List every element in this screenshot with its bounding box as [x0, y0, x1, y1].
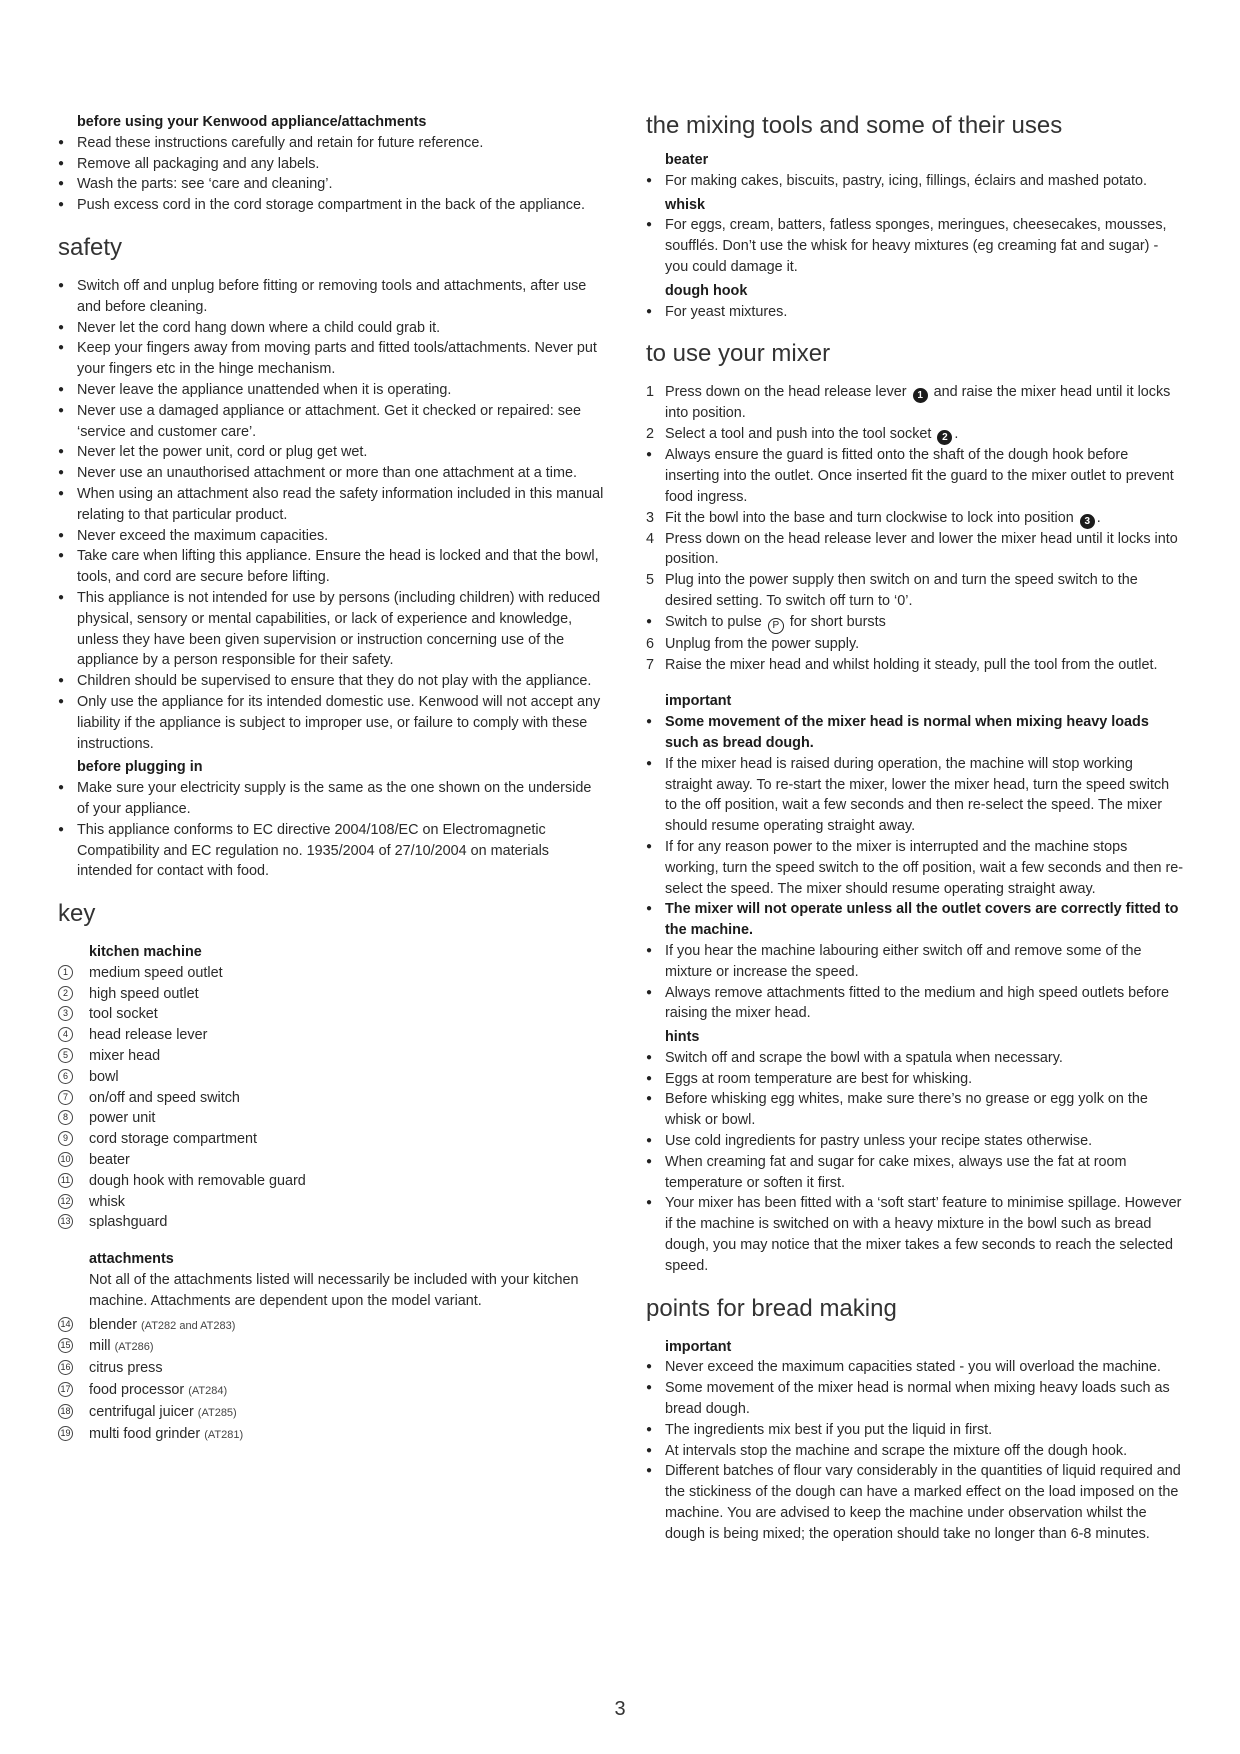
key-item — [58, 1108, 604, 1129]
step-2 — [646, 424, 1184, 445]
key-item — [58, 963, 604, 984]
key-number: 14 — [58, 1317, 73, 1332]
dough-hook-list — [646, 302, 1184, 323]
attachment-item — [58, 1424, 604, 1446]
list-item: ● If you hear the machine labouring either switch off and remove some of the mixture or increase the speed. — [646, 941, 1184, 983]
key-label: dough hook with removable guard — [89, 1172, 306, 1189]
guard-note — [646, 445, 1184, 507]
list-item: ● Remove all packaging and any labels. — [58, 154, 604, 175]
list-item: ● Use cold ingredients for pastry unless your recipe states otherwise. — [646, 1131, 1184, 1152]
key-item — [58, 984, 604, 1005]
list-item: ● Always remove attachments fitted to the medium and high speed outlets before raising the mixer head. — [646, 983, 1184, 1025]
list-item: ● When using an attachment also read the safety information included in this manual relating to that particular product. — [58, 484, 604, 526]
hints-list — [646, 1048, 1184, 1277]
key-label: on/off and speed switch — [89, 1089, 240, 1106]
key-label: whisk — [89, 1193, 125, 1210]
list-item: ● The mixer will not operate unless all the outlet covers are correctly fitted to the machine. — [646, 899, 1184, 941]
key-label: splashguard — [89, 1214, 168, 1231]
step-text: Raise the mixer head and whilst holding it steady, pull the tool from the outlet. — [665, 656, 1158, 673]
list-item: ● Some movement of the mixer head is normal when mixing heavy loads such as bread dough. — [646, 1378, 1184, 1420]
key-number: 4 — [58, 1027, 73, 1042]
key-list — [58, 963, 604, 1233]
list-item: ● Your mixer has been fitted with a ‘soft start’ feature to minimise spillage. However if the machine is switched on with a heavy mixture in the bowl such as bread dough, you may notice that the mixer takes a few seconds to reach the selected speed. — [646, 1193, 1184, 1276]
use-mixer-steps — [646, 382, 1184, 445]
key-item — [58, 1212, 604, 1233]
list-item: ● Switch off and scrape the bowl with a spatula when necessary. — [646, 1048, 1184, 1069]
list-item: ● For making cakes, biscuits, pastry, icing, fillings, éclairs and mashed potato. — [646, 171, 1184, 192]
attachments-heading: attachments — [89, 1251, 174, 1268]
list-item: ● Never use an unauthorised attachment or more than one attachment at a time. — [58, 463, 604, 484]
step-number: 5 — [646, 572, 655, 589]
beater-heading: beater — [665, 152, 709, 168]
step-6 — [646, 634, 1184, 655]
key-number: 18 — [58, 1404, 73, 1419]
key-number: 8 — [58, 1110, 73, 1125]
list-item: ● For eggs, cream, batters, fatless sponges, meringues, cheesecakes, mousses, soufflés. Don’t use the whisk for heavy mixtures (eg creaming fat and sugar) - you could damage it. — [646, 215, 1184, 277]
list-item: ● Push excess cord in the cord storage compartment in the back of the appliance. — [58, 195, 604, 216]
list-item: ● If for any reason power to the mixer is interrupted and the machine stops working, turn the speed switch to the off position, wait a few seconds and then re-select the speed. The mixer should resume operating straight away. — [646, 837, 1184, 899]
list-item — [646, 612, 1184, 634]
key-label: bowl — [89, 1068, 119, 1085]
use-mixer-steps-cont — [646, 508, 1184, 612]
list-item: ● Never exceed the maximum capacities stated - you will overload the machine. — [646, 1357, 1184, 1378]
before-using-heading: before using your Kenwood appliance/attachments — [77, 114, 427, 130]
list-item: ● Never let the cord hang down where a child could grab it. — [58, 318, 604, 339]
key-label: cord storage compartment — [89, 1131, 257, 1148]
step-text: Press down on the head release lever and lower the mixer head until it locks into position. — [665, 530, 1178, 568]
key-label: tool socket — [89, 1006, 158, 1023]
step-1 — [646, 382, 1184, 424]
whisk-heading: whisk — [665, 196, 705, 213]
attachment-item — [58, 1336, 604, 1358]
list-item: ● Wash the parts: see ‘care and cleaning’. — [58, 174, 604, 195]
key-number: 13 — [58, 1214, 73, 1229]
list-item: ● Before whisking egg whites, make sure there’s no grease or egg yolk on the whisk or bowl. — [646, 1089, 1184, 1131]
attachment-item — [58, 1358, 604, 1380]
key-number: 12 — [58, 1194, 73, 1209]
key-number: 15 — [58, 1338, 73, 1353]
list-item: ● Take care when lifting this appliance. Ensure the head is locked and that the bowl, tools, and cord are secure before lifting. — [58, 546, 604, 588]
step-text: Unplug from the power supply. — [665, 635, 860, 652]
attachment-model: (AT285) — [197, 1406, 237, 1419]
beater-list — [646, 171, 1184, 192]
before-plugging-list — [58, 778, 604, 882]
attachment-model: (AT282 and AT283) — [141, 1319, 236, 1332]
pulse-text: for short bursts — [789, 613, 886, 630]
key-number: 9 — [58, 1131, 73, 1146]
key-item — [58, 1088, 604, 1109]
key-item — [58, 1004, 604, 1025]
key-label: head release lever — [89, 1027, 208, 1044]
step-7 — [646, 655, 1184, 676]
callout-badge: 1 — [913, 388, 928, 403]
step-text: . — [954, 426, 959, 443]
mixing-tools-title: the mixing tools and some of their uses — [646, 112, 1063, 139]
key-item — [58, 1171, 604, 1192]
whisk-list — [646, 215, 1184, 277]
important-list — [646, 712, 1184, 1024]
key-label: mixer head — [89, 1048, 161, 1065]
pulse-note — [646, 612, 1184, 634]
step-5 — [646, 570, 1184, 612]
list-item: ● Different batches of flour vary considerably in the quantities of liquid required and the stickiness of the dough can have a marked effect on the load imposed on the machine. You are advised to keep the machine under observation whilst the dough is being mixed; the operation should take no longer than 6-8 minutes. — [646, 1461, 1184, 1544]
step-3 — [646, 508, 1184, 529]
attachment-model: (AT284) — [188, 1385, 228, 1398]
key-label: medium speed outlet — [89, 964, 223, 981]
attachment-item — [58, 1380, 604, 1402]
key-number: 17 — [58, 1382, 73, 1397]
step-text: Fit the bowl into the base and turn clockwise to lock into position — [665, 509, 1074, 526]
dough-hook-heading: dough hook — [665, 282, 748, 299]
step-text: Plug into the power supply then switch on and turn the speed switch to the desired setting. To switch off turn to ‘0’. — [665, 572, 1138, 609]
list-item: ● Always ensure the guard is fitted onto the shaft of the dough hook before inserting into the outlet. Once inserted fit the guard to the mixer outlet to prevent food ingress. — [646, 445, 1184, 507]
attachment-item — [58, 1402, 604, 1424]
key-number: 7 — [58, 1090, 73, 1105]
list-item: ● Never let the power unit, cord or plug get wet. — [58, 442, 604, 463]
key-title: key — [58, 900, 96, 928]
key-number: 11 — [58, 1173, 73, 1188]
hints-heading: hints — [665, 1029, 700, 1046]
list-item: ● The ingredients mix best if you put the liquid in first. — [646, 1420, 1184, 1441]
step-number: 3 — [646, 509, 655, 526]
attachment-label: food processor — [89, 1382, 185, 1399]
key-item — [58, 1129, 604, 1150]
step-text: Press down on the head release lever — [665, 384, 907, 401]
attachment-label: centrifugal juicer — [89, 1403, 194, 1420]
pulse-icon: P — [768, 618, 784, 634]
attachment-label: mill — [89, 1338, 111, 1355]
use-mixer-title: to use your mixer — [646, 340, 831, 368]
list-item: ● Children should be supervised to ensure that they do not play with the appliance. — [58, 671, 604, 692]
key-item — [58, 1150, 604, 1171]
key-number: 19 — [58, 1426, 73, 1441]
key-number: 10 — [58, 1152, 73, 1167]
bread-making-title: points for bread making — [646, 1294, 897, 1322]
key-number: 6 — [58, 1069, 73, 1084]
safety-list — [58, 276, 604, 754]
list-item: ● Some movement of the mixer head is normal when mixing heavy loads such as bread dough. — [646, 712, 1184, 754]
bread-important-heading: important — [665, 1338, 732, 1355]
list-item: ● This appliance is not intended for use by persons (including children) with reduced physical, sensory or mental capabilities, or lack of experience and knowledge, unless they have been given supervision or instruction concerning use of the appliance by a person responsible for their safety. — [58, 588, 604, 671]
step-number: 2 — [646, 426, 655, 443]
step-text: . — [1096, 509, 1101, 526]
before-plugging-heading: before plugging in — [77, 759, 203, 776]
bread-list — [646, 1357, 1184, 1544]
before-using-list — [58, 133, 604, 216]
key-label: power unit — [89, 1110, 156, 1127]
list-item: ● For yeast mixtures. — [646, 302, 1184, 323]
key-label: beater — [89, 1152, 130, 1169]
key-number: 2 — [58, 986, 73, 1001]
step-number: 6 — [646, 635, 655, 652]
list-item: ● Never leave the appliance unattended when it is operating. — [58, 380, 604, 401]
page-number: 3 — [614, 1698, 626, 1720]
kitchen-machine-heading: kitchen machine — [89, 944, 202, 961]
attachment-label: blender — [89, 1316, 138, 1333]
attachment-item — [58, 1315, 604, 1337]
list-item: ● If the mixer head is raised during operation, the machine will stop working straight away. To re-start the mixer, lower the mixer head, turn the speed switch to the off position, wait a few seconds and then re-select the speed. The mixer should resume operating straight away. — [646, 754, 1184, 837]
list-item: ● Eggs at room temperature are best for whisking. — [646, 1069, 1184, 1090]
safety-title: safety — [58, 233, 123, 261]
step-number: 4 — [646, 530, 655, 547]
key-number: 5 — [58, 1048, 73, 1063]
callout-badge: 2 — [937, 430, 952, 445]
important-heading: important — [665, 693, 732, 710]
key-number: 1 — [58, 965, 73, 980]
list-item: ● Read these instructions carefully and retain for future reference. — [58, 133, 604, 154]
key-item — [58, 1046, 604, 1067]
left-column — [58, 112, 604, 1445]
list-item: ● At intervals stop the machine and scrape the mixture off the dough hook. — [646, 1441, 1184, 1462]
list-item: ● Never exceed the maximum capacities. — [58, 526, 604, 547]
key-item — [58, 1067, 604, 1088]
list-item: ● Only use the appliance for its intended domestic use. Kenwood will not accept any liability if the appliance is subject to improper use, or failure to comply with these instructions. — [58, 692, 604, 754]
key-item — [58, 1192, 604, 1213]
attachment-model: (AT281) — [204, 1428, 244, 1441]
key-item — [58, 1025, 604, 1046]
step-number: 7 — [646, 656, 655, 673]
step-number: 1 — [646, 384, 655, 401]
list-item: ● Keep your fingers away from moving parts and fitted tools/attachments. Never put your fingers etc in the hinge mechanism. — [58, 338, 604, 380]
key-number: 3 — [58, 1006, 73, 1021]
list-item: ● When creaming fat and sugar for cake mixes, always use the fat at room temperature or soften it first. — [646, 1152, 1184, 1194]
step-text: and raise the mixer head until it locks into position. — [665, 384, 1171, 422]
attachments-list — [58, 1315, 604, 1446]
list-item: ● This appliance conforms to EC directive 2004/108/EC on Electromagnetic Compatibility and EC regulation no. 1935/2004 of 27/10/2004 on materials intended for contact with food. — [58, 820, 604, 882]
right-column — [646, 112, 1184, 1545]
attachment-label: multi food grinder — [89, 1425, 201, 1442]
list-item: ● Make sure your electricity supply is the same as the one shown on the underside of your appliance. — [58, 778, 604, 820]
step-text: Select a tool and push into the tool socket — [665, 426, 932, 443]
pulse-text: Switch to pulse — [665, 613, 762, 630]
use-mixer-steps-end — [646, 634, 1184, 676]
attachment-model: (AT286) — [114, 1341, 154, 1354]
key-number: 16 — [58, 1360, 73, 1375]
step-4 — [646, 529, 1184, 571]
key-label: high speed outlet — [89, 985, 199, 1002]
attachments-note: Not all of the attachments listed will necessarily be included with your kitchen machine. Attachments are dependent upon the model variant. — [89, 1272, 579, 1309]
list-item: ● Switch off and unplug before fitting or removing tools and attachments, after use and before cleaning. — [58, 276, 604, 318]
attachment-label: citrus press — [89, 1360, 163, 1377]
callout-badge: 3 — [1080, 514, 1095, 529]
list-item: ● Never use a damaged appliance or attachment. Get it checked or repaired: see ‘service and customer care’. — [58, 401, 604, 443]
